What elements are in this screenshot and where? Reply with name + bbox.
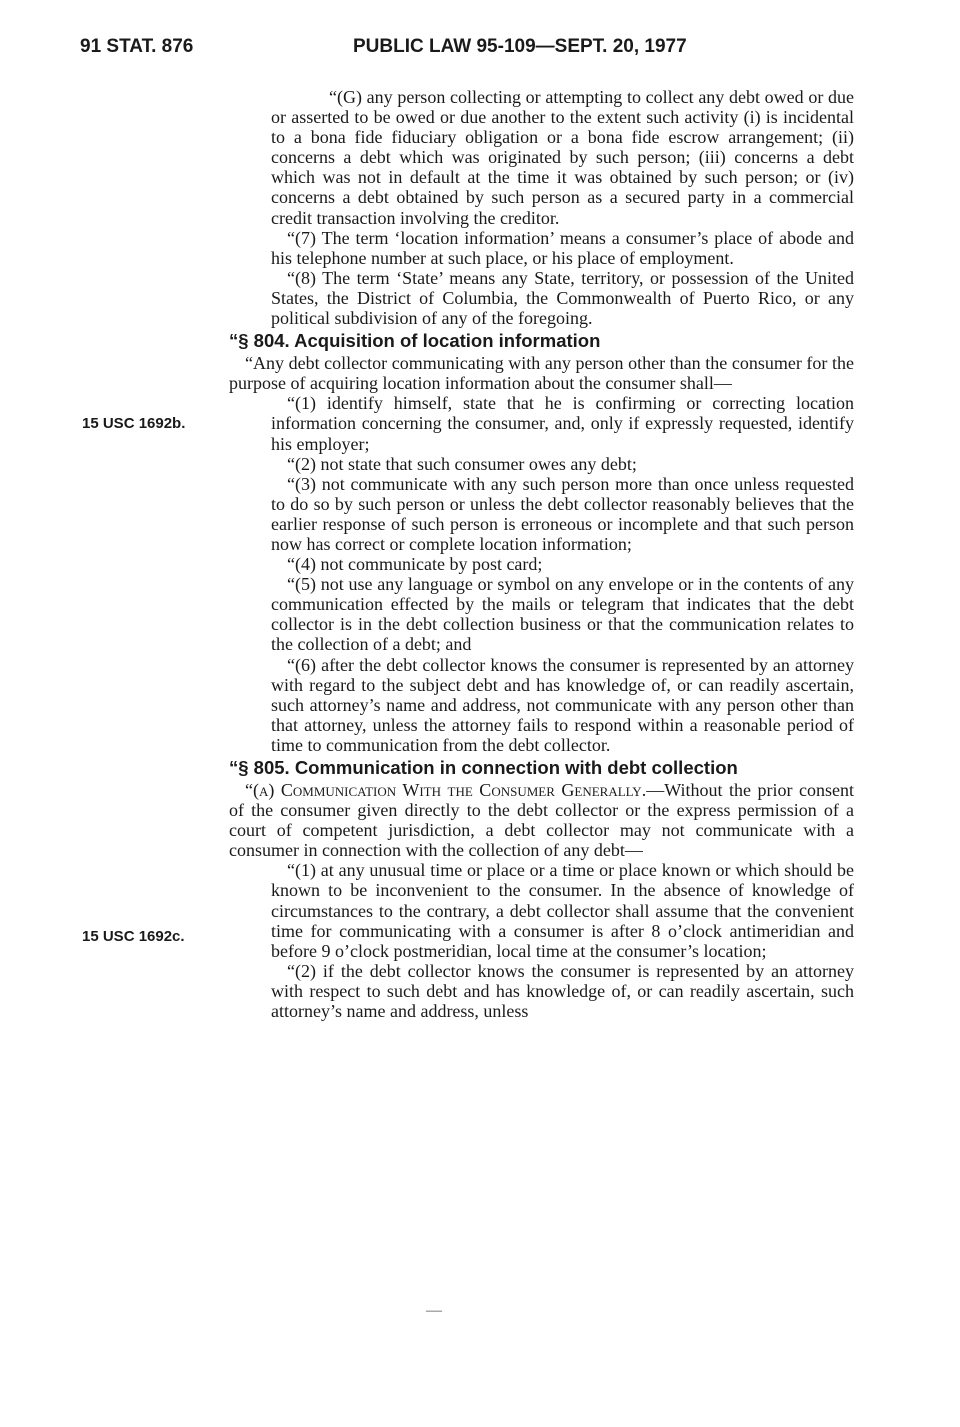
section-805-subsection-a <box>229 780 854 860</box>
page-footer-mark: — <box>426 1302 442 1319</box>
section-804-item-1: “(1) identify himself, state that he is confirming or correcting location information concerning the consumer, and, only if expressly requested, identify his employer; <box>271 393 854 454</box>
section-804-intro: “Any debt collector communicating with any person other than the consumer for the purpose of acquiring location information about the consumer shall— <box>229 353 854 394</box>
subsection-a-heading: “(a) Communication With the Consumer Generally. <box>245 780 647 800</box>
document-body <box>229 87 854 1021</box>
statute-page-number: 91 STAT. 876 <box>80 36 194 57</box>
section-804-item-2: “(2) not state that such consumer owes any debt; <box>287 453 637 474</box>
margin-note-1692c: 15 USC 1692c. <box>82 928 185 945</box>
section-805-heading: “§ 805. Communication in connection with debt collection <box>229 757 738 778</box>
section-804-item-4: “(4) not communicate by post card; <box>287 554 543 575</box>
section-804-item-3: “(3) not communicate with any such person more than once unless requested to do so by such person or unless the debt collector reasonably believes that the earlier response of such person is erroneous or incomplete and that such person now has correct or complete location information; <box>271 473 854 554</box>
paragraph-7: “(7) The term ‘location information’ means a consumer’s place of abode and his telephone number at such place, or his place of employment. <box>271 227 854 268</box>
margin-note-1692b: 15 USC 1692b. <box>82 415 186 432</box>
section-805-item-2: “(2) if the debt collector knows the consumer is represented by an attorney with respect to such debt and has knowledge of, or can readily ascertain, such attorney’s name and address, unless <box>271 960 854 1022</box>
page-header <box>80 36 880 64</box>
section-805-item-1: “(1) at any unusual time or place or a time or place known or which should be known to be inconvenient to the consumer. In the absence of knowledge of circumstances to the contrary, a debt collector shall assume that the convenient time for communicating with a consumer is after 8 o’clock antimeridian and before 9 o’clock postmeridian, local time at the consumer’s location; <box>271 860 854 961</box>
section-804-heading: “§ 804. Acquisition of location information <box>229 330 601 352</box>
paragraph-g: “(G) any person collecting or attempting to collect any debt owed or due or asserted to be owed or due another to the extent such activity (i) is incidental to a bona fide fiduciary obligation or a bona fide escrow arrangement; (ii) concerns a debt which was originated by such person; (iii) concerns a debt which was not in default at the time it was obtained by such person; or (iv) concerns a debt obtained by such person as a secured party in a commercial credit transaction involving the creditor. <box>271 87 854 228</box>
public-law-title: PUBLIC LAW 95-109—SEPT. 20, 1977 <box>353 36 687 57</box>
subsection-a-text: —Without the prior consent of the consumer given directly to the debt collector or the express permission of a court of competent jurisdiction, a debt collector may not communicate with a consumer in connection with the collection of any debt— <box>229 780 854 861</box>
section-804-item-5: “(5) not use any language or symbol on any envelope or in the contents of any communication effected by the mails or telegram that indicates that the debt collector is in the debt collection business or that the communication relates to the collection of a debt; and <box>271 574 854 655</box>
section-804-item-6: “(6) after the debt collector knows the consumer is represented by an attorney with regard to the subject debt and has knowledge of, or can readily ascertain, such attorney’s name and address, not communicate with any person other than that attorney, unless the attorney fails to respond within a reasonable period of time to communication from the debt collector. <box>271 654 854 755</box>
paragraph-8: “(8) The term ‘State’ means any State, territory, or possession of the United States, the District of Columbia, the Commonwealth of Puerto Rico, or any political subdivision of any of the foregoing. <box>271 267 854 329</box>
